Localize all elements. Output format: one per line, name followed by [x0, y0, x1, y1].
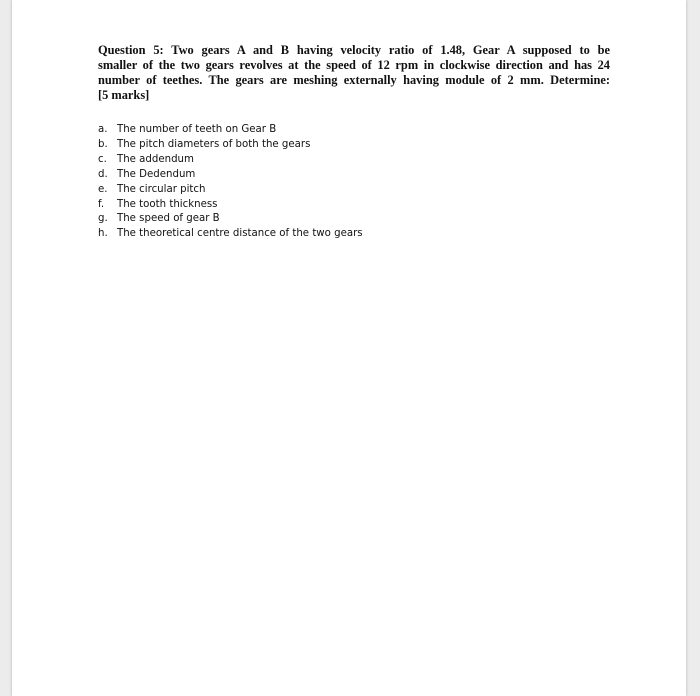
list-item-text: The addendum — [117, 153, 194, 165]
question-text — [98, 43, 610, 103]
list-marker: a. — [98, 124, 108, 135]
list-item — [98, 138, 363, 153]
list-item — [98, 212, 363, 227]
list-item — [98, 168, 363, 183]
list-item — [98, 153, 363, 168]
list-item-text: The number of teeth on Gear B — [117, 124, 277, 135]
list-marker: h. — [98, 228, 108, 240]
question-line: smaller of the two gears revolves at the speed of 12 rpm in clockwise direction and has 24 — [98, 58, 610, 72]
list-item-text: The pitch diameters of both the gears — [117, 138, 311, 150]
list-item-text: The speed of gear B — [117, 213, 220, 225]
list-marker: f. — [98, 198, 105, 210]
list-marker: b. — [98, 138, 108, 150]
list-item — [98, 183, 363, 198]
list-marker: e. — [98, 183, 108, 195]
document-page — [12, 0, 686, 696]
list-item — [98, 123, 363, 138]
list-item-text: The theoretical centre distance of the two gears — [117, 228, 363, 240]
question-line: number of teethes. The gears are meshing externally having module of 2 mm. Determine: — [98, 73, 610, 87]
list-item-text: The Dedendum — [117, 168, 196, 180]
question-parts-list — [98, 123, 363, 242]
list-marker: g. — [98, 213, 108, 225]
list-marker: c. — [98, 153, 107, 165]
list-item-text: The tooth thickness — [117, 198, 218, 210]
list-marker: d. — [98, 168, 108, 180]
question-line: Question 5: Two gears A and B having velocity ratio of 1.48, Gear A supposed to be — [98, 43, 610, 57]
list-item-text: The circular pitch — [117, 183, 206, 195]
list-item — [98, 227, 363, 242]
list-item — [98, 198, 363, 213]
marks-label: [5 marks] — [98, 88, 150, 102]
